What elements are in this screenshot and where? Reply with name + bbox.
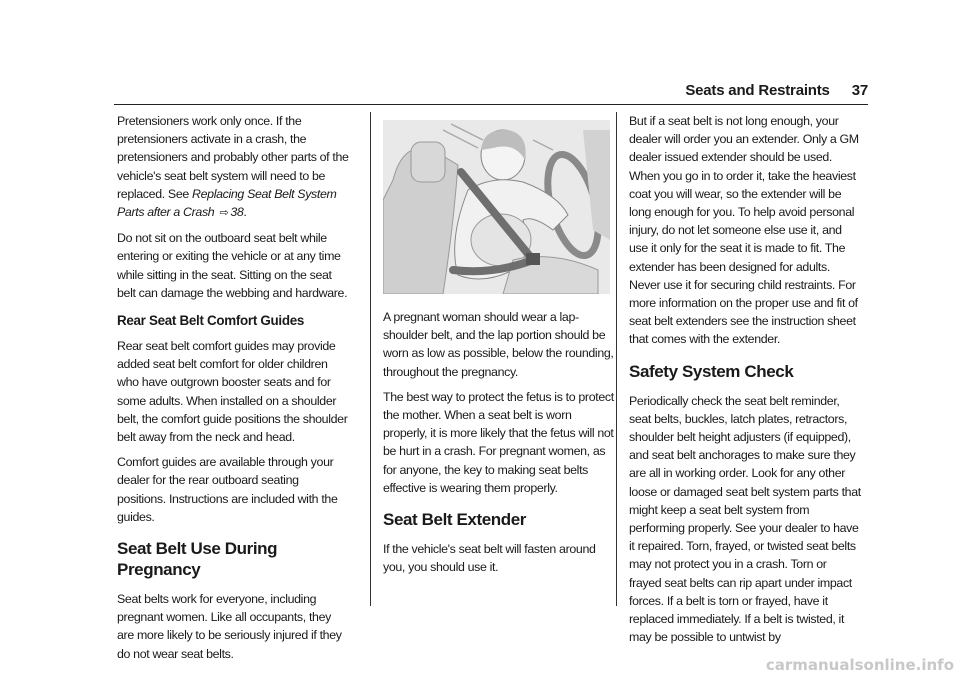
page-ref-arrow-icon: ⇨: [219, 207, 229, 220]
paragraph: Pretensioners work only once. If the pretensioners activate in a crash, the pretensioners and probably other parts of the vehicle's seat belt system will need to be replaced. See Replacing Seat Belt System Parts after a Crash ⇨ 38.: [117, 114, 349, 220]
paragraph: Seat belts work for everyone, including pregnant women. Like all occupants, they are more likely to be seriously injured if they do not wear seat belts.: [117, 592, 342, 661]
column-divider: [616, 112, 617, 606]
paragraph: But if a seat belt is not long enough, your dealer will order you an extender. Only a GM dealer issued extender should be used. When you go in to order it, take the heaviest coat you will wear, so the extender will be long enough for you. To help avoid personal injury, do not let someone else use it, and use it only for the seat it is made to fit. The extender has been designed for adults. Never use it for securing child restraints. For more information on the proper use and fit of seat belt extenders see the instruction sheet that comes with the extender.: [629, 114, 859, 347]
heading-safety-check: Safety System Check: [629, 361, 794, 381]
page-header: [685, 82, 868, 99]
heading-extender: Seat Belt Extender: [383, 510, 527, 530]
watermark: carmanualsonline.info: [765, 656, 954, 674]
page-number: 37: [851, 82, 868, 99]
paragraph: If the vehicle's seat belt will fasten around you, you should use it.: [383, 542, 596, 575]
paragraph: Comfort guides are available through your dealer for the rear outboard seating positions. Instructions are included with the guides.: [117, 455, 338, 524]
header-rule: [114, 104, 868, 105]
cross-reference-link[interactable]: Replacing Seat Belt System Parts after a Crash: [117, 186, 337, 220]
column-3: [629, 112, 861, 653]
cross-reference-page[interactable]: 38: [230, 205, 244, 220]
column-divider: [370, 112, 371, 606]
heading-pregnancy: Seat Belt Use During Pregnancy: [117, 539, 278, 580]
paragraph: The best way to protect the fetus is to protect the mother. When a seat belt is worn properly, it is more likely that the fetus will not be hurt in a crash. For pregnant women, as for anyone, the key to making seat belts effective is wearing them properly.: [383, 389, 614, 495]
paragraph: A pregnant woman should wear a lap-shoulder belt, and the lap portion should be worn as low as possible, below the rounding, throughout the pregnancy.: [383, 310, 614, 379]
subheading-comfort-guides: Rear Seat Belt Comfort Guides: [117, 313, 304, 329]
column-1: [117, 112, 349, 670]
column-2: [383, 112, 615, 583]
paragraph: Periodically check the seat belt reminder, seat belts, buckles, latch plates, retractors, shoulder belt height adjusters (if equipped), and seat belt anchorages to make sure they are all in working order. Look for any other loose or damaged seat belt system parts that might keep a seat belt system from performing properly. See your dealer to have it repaired. Torn, frayed, or twisted seat belts may not protect you in a crash. Torn or frayed seat belts can rip apart under impact forces. If a belt is torn or frayed, have it replaced immediately. If a belt is twisted, it may be possible to untwist by: [629, 393, 861, 645]
paragraph: Rear seat belt comfort guides may provide added seat belt comfort for older children who have outgrown booster seats and for some adults. When installed on a shoulder belt, the comfort guide positions the shoulder belt away from the neck and head.: [117, 339, 348, 445]
paragraph: Do not sit on the outboard seat belt while entering or exiting the vehicle or at any time while sitting in the seat. Sitting on the seat belt can damage the webbing and hardware.: [117, 231, 348, 300]
section-title: Seats and Restraints: [685, 82, 830, 99]
pregnant-woman-seatbelt-illustration: [383, 120, 610, 294]
